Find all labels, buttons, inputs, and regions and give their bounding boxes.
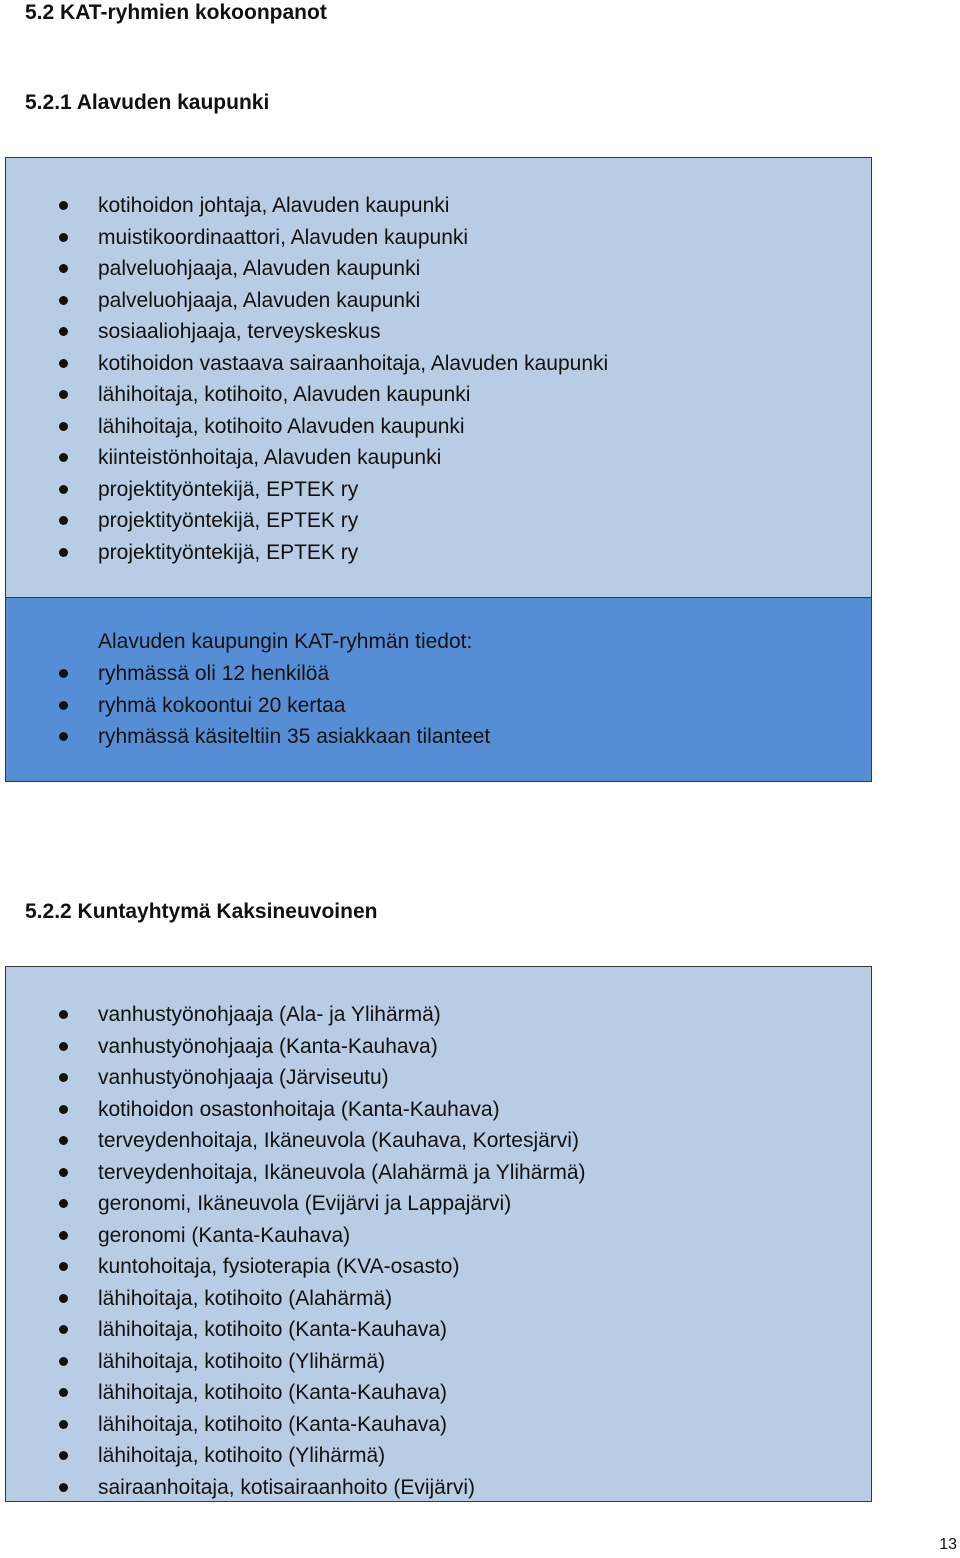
bullet-icon [59, 516, 68, 525]
list-item [6, 1472, 871, 1504]
member-text: projektityöntekijä, EPTEK ry [98, 477, 359, 501]
list-item [6, 1188, 871, 1220]
member-text: lähihoitaja, kotihoito (Kanta-Kauhava) [98, 1318, 448, 1341]
bullet-icon [59, 1451, 68, 1460]
alavus-info-list [6, 658, 871, 753]
alavus-members-box [5, 157, 872, 598]
bullet-icon [59, 453, 68, 462]
list-item [6, 1314, 871, 1346]
bullet-icon [59, 1388, 68, 1397]
section-heading: 5.2 KAT-ryhmien kokoonpanot [25, 1, 327, 24]
bullet-icon [59, 1262, 68, 1271]
bullet-icon [59, 1294, 68, 1303]
bullet-icon [59, 1483, 68, 1492]
member-text: lähihoitaja, kotihoito Alavuden kaupunki [98, 414, 465, 438]
list-item [6, 1283, 871, 1315]
list-item [6, 442, 871, 474]
bullet-icon [59, 732, 68, 741]
list-item [6, 537, 871, 569]
list-item [6, 1125, 871, 1157]
member-text: palveluohjaaja, Alavuden kaupunki [98, 288, 421, 312]
member-text: muistikoordinaattori, Alavuden kaupunki [98, 225, 469, 249]
list-item [6, 1220, 871, 1252]
bullet-icon [59, 669, 68, 678]
bullet-icon [59, 548, 68, 557]
alavus-info-box [5, 597, 872, 782]
alavus-member-list [6, 190, 871, 568]
member-text: kuntohoitaja, fysioterapia (KVA-osasto) [98, 1255, 460, 1278]
list-item [6, 285, 871, 317]
member-text: kotihoidon vastaava sairaanhoitaja, Alavuden kaupunki [98, 351, 609, 375]
bullet-icon [59, 1136, 68, 1145]
member-text: vanhustyönohjaaja (Järviseutu) [98, 1066, 389, 1089]
list-item [6, 1377, 871, 1409]
bullet-icon [59, 1199, 68, 1208]
bullet-icon [59, 359, 68, 368]
list-item [6, 1094, 871, 1126]
member-text: lähihoitaja, kotihoito (Alahärmä) [98, 1286, 393, 1310]
bullet-icon [59, 1010, 68, 1019]
bullet-icon [59, 296, 68, 305]
list-item [6, 658, 871, 690]
member-text: geronomi (Kanta-Kauhava) [98, 1223, 351, 1247]
bullet-icon [59, 390, 68, 399]
member-text: vanhustyönohjaaja (Kanta-Kauhava) [98, 1034, 438, 1058]
bullet-icon [59, 1042, 68, 1051]
member-text: kotihoidon osastonhoitaja (Kanta-Kauhava) [98, 1097, 500, 1121]
list-item [6, 1440, 871, 1472]
list-item [6, 316, 871, 348]
member-text: geronomi, Ikäneuvola (Evijärvi ja Lappajärvi) [98, 1192, 512, 1215]
list-item [6, 505, 871, 537]
bullet-icon [59, 701, 68, 710]
bullet-icon [59, 422, 68, 431]
member-text: kiinteistönhoitaja, Alavuden kaupunki [98, 446, 442, 469]
list-item [6, 690, 871, 722]
member-text: lähihoitaja, kotihoito, Alavuden kaupunki [98, 383, 471, 406]
bullet-icon [59, 1168, 68, 1177]
member-text: vanhustyönohjaaja (Ala- ja Ylihärmä) [98, 1003, 441, 1026]
member-text: lähihoitaja, kotihoito (Kanta-Kauhava) [98, 1412, 448, 1436]
info-text: ryhmä kokoontui 20 kertaa [98, 693, 346, 717]
member-text: projektityöntekijä, EPTEK ry [98, 509, 359, 532]
member-text: projektityöntekijä, EPTEK ry [98, 540, 359, 564]
list-item [6, 253, 871, 285]
member-text: kotihoidon johtaja, Alavuden kaupunki [98, 194, 450, 217]
bullet-icon [59, 1231, 68, 1240]
member-text: lähihoitaja, kotihoito (Ylihärmä) [98, 1444, 386, 1467]
list-item [6, 1346, 871, 1378]
subsection-heading-alavus: 5.2.1 Alavuden kaupunki [25, 91, 270, 114]
member-text: lähihoitaja, kotihoito (Kanta-Kauhava) [98, 1381, 448, 1404]
list-item [6, 411, 871, 443]
bullet-icon [59, 1105, 68, 1114]
list-item [6, 190, 871, 222]
list-item [6, 999, 871, 1031]
member-text: palveluohjaaja, Alavuden kaupunki [98, 257, 421, 280]
list-item [6, 474, 871, 506]
bullet-icon [59, 1325, 68, 1334]
bullet-icon [59, 327, 68, 336]
bullet-icon [59, 264, 68, 273]
kaksineuvoinen-member-list [6, 999, 871, 1503]
member-text: sairaanhoitaja, kotisairaanhoito (Evijärvi) [98, 1475, 476, 1499]
list-item [6, 348, 871, 380]
bullet-icon [59, 201, 68, 210]
member-text: terveydenhoitaja, Ikäneuvola (Alahärmä ja Ylihärmä) [98, 1160, 586, 1184]
member-text: sosiaaliohjaaja, terveyskeskus [98, 320, 381, 343]
bullet-icon [59, 1357, 68, 1366]
info-title: Alavuden kaupungin KAT-ryhmän tiedot: [98, 630, 473, 653]
kaksineuvoinen-members-box [5, 966, 872, 1502]
member-text: terveydenhoitaja, Ikäneuvola (Kauhava, Kortesjärvi) [98, 1129, 579, 1152]
bullet-icon [59, 233, 68, 242]
list-item [6, 1409, 871, 1441]
list-item [6, 379, 871, 411]
member-text: lähihoitaja, kotihoito (Ylihärmä) [98, 1349, 386, 1373]
list-item [6, 1031, 871, 1063]
page-number: 13 [939, 1536, 957, 1553]
bullet-icon [59, 1073, 68, 1082]
bullet-icon [59, 485, 68, 494]
list-item [6, 1062, 871, 1094]
list-item [6, 1251, 871, 1283]
info-text: ryhmässä käsiteltiin 35 asiakkaan tilanteet [98, 725, 491, 748]
bullet-icon [59, 1420, 68, 1429]
info-text: ryhmässä oli 12 henkilöä [98, 662, 330, 685]
list-item [6, 1157, 871, 1189]
list-item [6, 721, 871, 753]
subsection-heading-kaksineuvoinen: 5.2.2 Kuntayhtymä Kaksineuvoinen [25, 900, 378, 923]
list-item [6, 222, 871, 254]
